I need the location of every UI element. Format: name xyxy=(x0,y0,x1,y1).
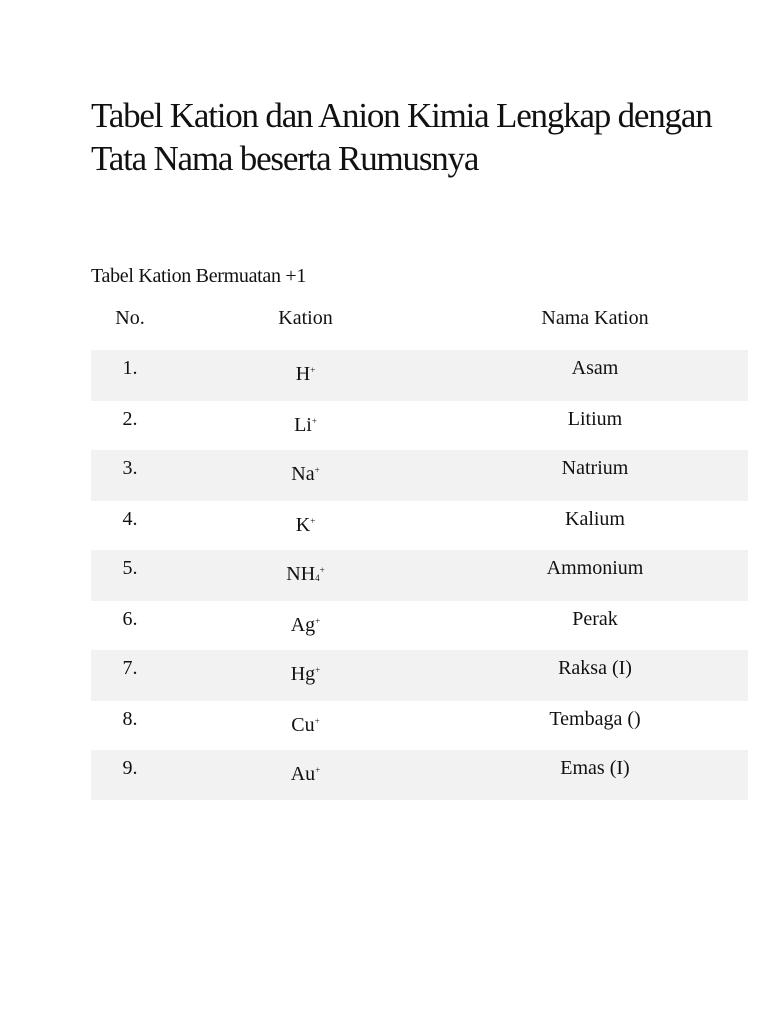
table-row xyxy=(91,450,748,500)
table-row xyxy=(91,500,748,550)
cation-name: Perak xyxy=(572,608,618,630)
row-number: 4. xyxy=(122,508,138,530)
header-kation: Kation xyxy=(278,307,333,329)
formula-charge: + xyxy=(319,565,325,575)
cation-name: Ammonium xyxy=(546,557,644,579)
formula-charge: + xyxy=(315,765,321,775)
table-row xyxy=(91,750,748,800)
table-row xyxy=(91,350,748,400)
table-row xyxy=(91,600,748,650)
cation-name: Kalium xyxy=(565,508,625,530)
cation-formula xyxy=(169,550,442,600)
formula-symbol: Na xyxy=(291,463,315,485)
formula-charge: + xyxy=(315,665,321,675)
cation-formula xyxy=(169,450,442,500)
cation-name: Emas (I) xyxy=(560,757,630,779)
formula-charge: + xyxy=(315,616,321,626)
row-number: 1. xyxy=(122,357,138,379)
formula-symbol: Cu xyxy=(291,714,315,736)
header-no: No. xyxy=(115,307,145,329)
cation-name: Asam xyxy=(571,357,619,379)
row-number: 8. xyxy=(122,708,138,730)
table-header-row xyxy=(91,300,748,350)
cation-formula xyxy=(169,650,442,700)
formula-symbol: Hg xyxy=(290,663,316,685)
cation-formula xyxy=(169,350,442,400)
cation-formula xyxy=(169,601,442,650)
formula-charge: + xyxy=(314,465,320,475)
cation-name: Litium xyxy=(567,408,623,430)
formula-subscript: 4 xyxy=(315,573,320,583)
cation-name: Tembaga () xyxy=(549,708,641,730)
formula-charge: + xyxy=(310,365,316,375)
formula-symbol: H xyxy=(295,363,311,385)
row-number: 7. xyxy=(122,657,138,679)
row-number: 3. xyxy=(122,457,138,479)
table-row xyxy=(91,650,748,700)
cation-name: Natrium xyxy=(561,457,629,479)
formula-charge: + xyxy=(314,716,320,726)
cation-formula xyxy=(169,701,442,750)
formula-symbol: K xyxy=(295,514,311,536)
table-caption: Tabel Kation Bermuatan +1 xyxy=(91,265,307,287)
cation-formula xyxy=(169,750,442,800)
page-title: Tabel Kation dan Anion Kimia Lengkap dengan Tata Nama beserta Rumusnya xyxy=(91,96,712,178)
table-row xyxy=(91,550,748,600)
cation-formula xyxy=(169,401,442,450)
cation-table xyxy=(91,300,748,800)
header-nama-kation: Nama Kation xyxy=(541,307,649,329)
table-row xyxy=(91,400,748,450)
row-number: 9. xyxy=(122,757,138,779)
formula-symbol: Ag xyxy=(290,614,316,636)
formula-symbol: Li xyxy=(294,414,312,436)
formula-charge: + xyxy=(311,416,317,426)
formula-symbol: NH xyxy=(286,563,316,585)
table-row xyxy=(91,700,748,750)
row-number: 6. xyxy=(122,608,138,630)
row-number: 2. xyxy=(122,408,138,430)
formula-charge: + xyxy=(310,516,316,526)
cation-name: Raksa (I) xyxy=(558,657,632,679)
formula-symbol: Au xyxy=(290,763,316,785)
row-number: 5. xyxy=(122,557,138,579)
cation-formula xyxy=(169,501,442,550)
